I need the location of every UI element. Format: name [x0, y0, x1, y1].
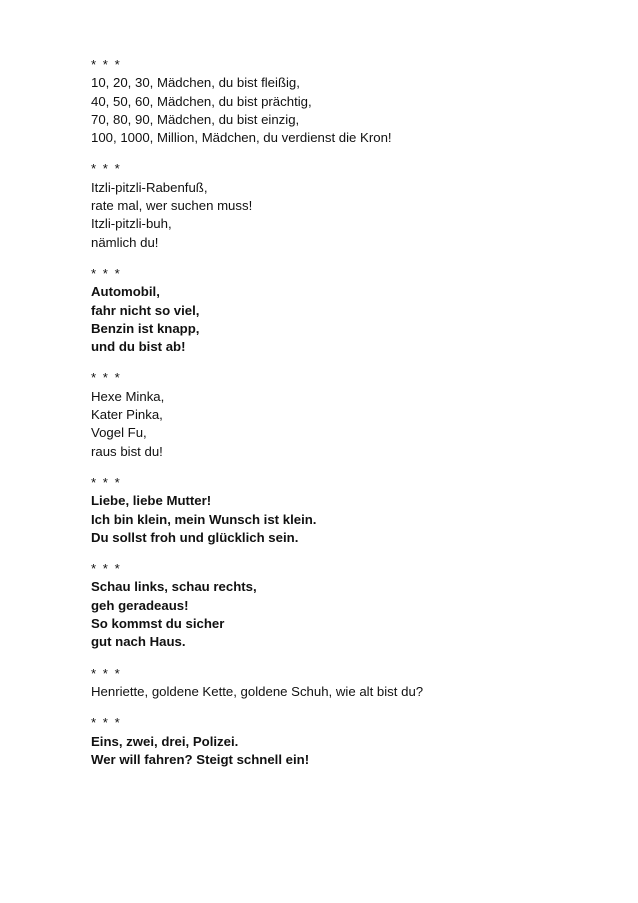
verse-line: raus bist du! — [91, 443, 163, 459]
verse-6 — [91, 560, 611, 651]
verse-line: Henriette, goldene Kette, goldene Schuh, wie alt bist du? — [91, 683, 424, 699]
verse-4 — [91, 369, 611, 460]
verse-line: Vogel Fu, — [91, 425, 147, 441]
verse-line: So kommst du sicher — [91, 616, 225, 632]
verse-line: Du sollst froh und glücklich sein. — [91, 529, 299, 545]
verse-3 — [91, 265, 611, 356]
verse-separator: * * * — [91, 370, 122, 386]
verse-separator: * * * — [91, 561, 122, 577]
verse-line: 40, 50, 60, Mädchen, du bist prächtig, — [91, 93, 312, 109]
verse-line: 70, 80, 90, Mädchen, du bist einzig, — [91, 111, 300, 127]
verse-line: Hexe Minka, — [91, 388, 165, 404]
verse-separator: * * * — [91, 474, 122, 490]
verse-line: gut nach Haus. — [91, 634, 186, 650]
verse-line: Benzin ist knapp, — [91, 320, 200, 336]
verse-8 — [91, 714, 611, 769]
verse-line: Itzli-pitzli-Rabenfuß, — [91, 179, 208, 195]
verse-line: Liebe, liebe Mutter! — [91, 493, 212, 509]
verse-line: Automobil, — [91, 284, 160, 300]
document-page — [91, 56, 611, 782]
verse-line: Kater Pinka, — [91, 407, 163, 423]
verse-line: 10, 20, 30, Mädchen, du bist fleißig, — [91, 75, 300, 91]
verse-separator: * * * — [91, 57, 122, 72]
verse-line: rate mal, wer suchen muss! — [91, 198, 253, 214]
verse-separator: * * * — [91, 715, 122, 731]
verse-separator: * * * — [91, 665, 122, 681]
verse-line: Wer will fahren? Steigt schnell ein! — [91, 751, 310, 767]
verse-line: Eins, zwei, drei, Polizei. — [91, 733, 239, 749]
verse-7 — [91, 665, 611, 702]
verse-line: Ich bin klein, mein Wunsch ist klein. — [91, 511, 317, 527]
verse-5 — [91, 474, 611, 547]
verse-line: nämlich du! — [91, 234, 159, 250]
verse-line: geh geradeaus! — [91, 597, 189, 613]
verse-separator: * * * — [91, 265, 122, 281]
verse-line: und du bist ab! — [91, 339, 186, 355]
verse-line: Itzli-pitzli-buh, — [91, 216, 172, 232]
verse-separator: * * * — [91, 161, 122, 177]
verse-line: fahr nicht so viel, — [91, 302, 200, 318]
verse-line: 100, 1000, Million, Mädchen, du verdienst die Kron! — [91, 130, 392, 146]
verse-line: Schau links, schau rechts, — [91, 579, 257, 595]
verse-2 — [91, 160, 611, 251]
verse-1 — [91, 56, 611, 147]
